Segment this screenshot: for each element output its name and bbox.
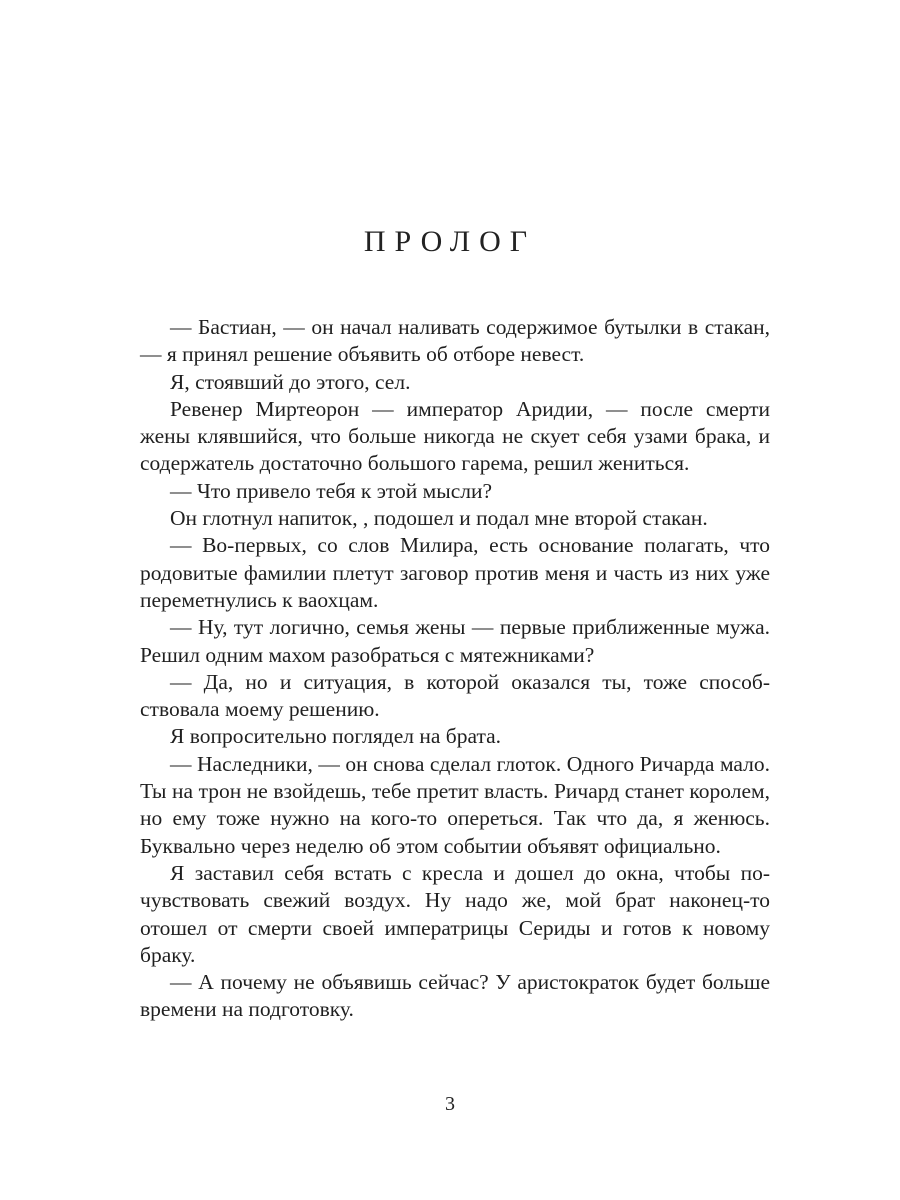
paragraph: Я вопросительно поглядел на брата. bbox=[170, 724, 502, 749]
paragraph: — Ну, тут логично, семья жены — первые приближенные мужа. Решил одним махом разобраться с мятежниками? bbox=[140, 615, 770, 667]
paragraph: — Что привело тебя к этой мысли? bbox=[170, 478, 493, 503]
chapter-title: ПРОЛОГ bbox=[363, 225, 537, 258]
paragraph: — Бастиан, — он начал наливать содержимое бутылки в стакан, — я принял решение объявить об отборе невест. bbox=[140, 315, 770, 367]
paragraph: — Наследники, — он снова сделал глоток. Одного Ричарда мало. Ты на трон не взойдешь, тебе претит власть. Ричард станет королем, но ему тоже нужно на кого-то опереться. Так что да, я женюсь. Буквально через неделю об этом событии объявят официально. bbox=[140, 751, 770, 858]
paragraph: — Да, но и ситуация, в которой оказался ты, тоже способствовала моему решению. bbox=[140, 669, 770, 722]
chapter-body bbox=[140, 314, 770, 1024]
paragraph: Ревенер Миртеорон — император Аридии, — после смерти жены клявшийся, что больше никогда не скует себя узами брака, и содержатель достаточно большого гарема, решил жениться. bbox=[140, 396, 770, 476]
page-number: 3 bbox=[445, 1093, 455, 1115]
paragraph: Я, стоявший до этого, сел. bbox=[170, 369, 411, 394]
paragraph: — А почему не объявишь сейчас? У аристократок будет больше времени на подготовку. bbox=[140, 970, 770, 1022]
paragraph: Он глотнул напиток, , подошел и подал мне второй стакан. bbox=[170, 506, 708, 531]
paragraph: Я заставил себя встать с кресла и дошел до окна, чтобы почувствовать свежий воздух. Ну надо же, мой брат наконец-то отошел от смерти своей императрицы Сериды и готов к новому браку. bbox=[140, 860, 770, 967]
paragraph: — Во-первых, со слов Милира, есть основание полагать, что родовитые фамилии плетут заговор против меня и часть из них уже переметнулись к ваохцам. bbox=[140, 533, 770, 612]
